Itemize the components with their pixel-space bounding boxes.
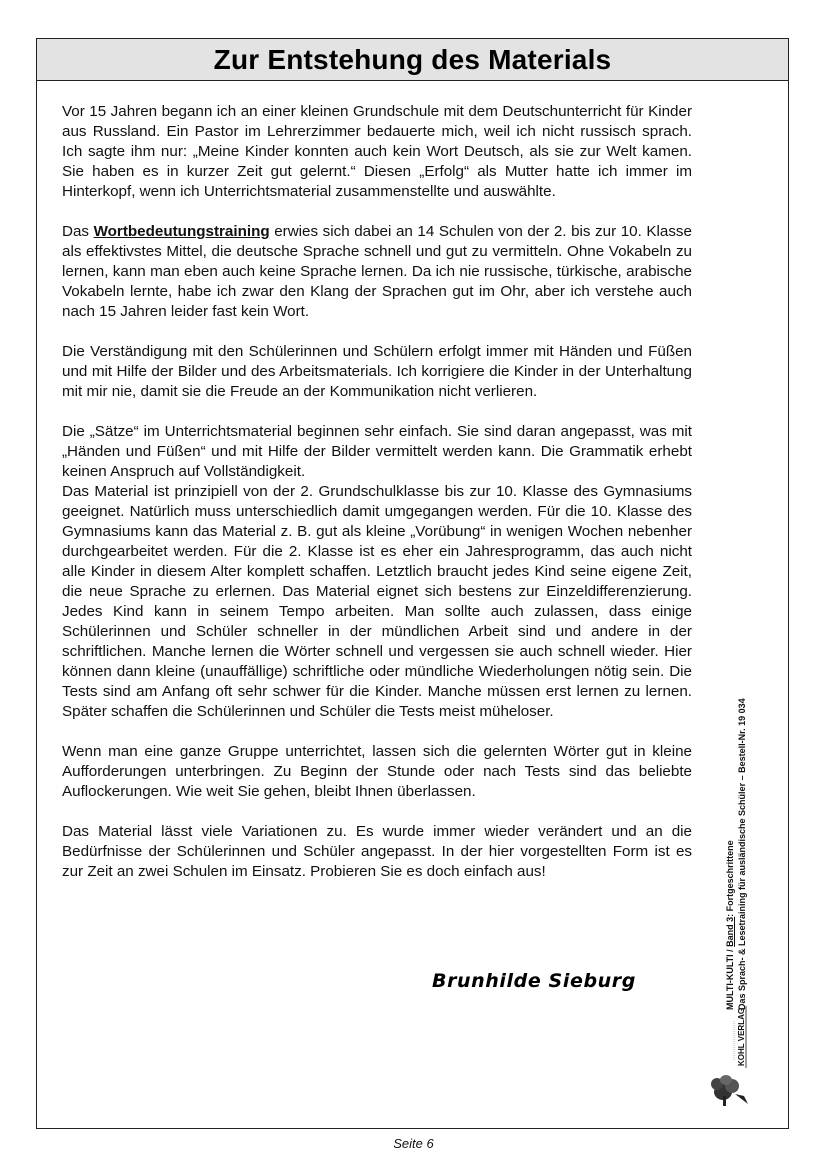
paragraph-4: Die „Sätze“ im Unterrichtsmaterial beginnen sehr einfach. Sie sind daran angepasst, was mit „Händen und Füßen“ und mit Hilfe der Bilder vermittelt werden kann. Die Grammatik erhebt keinen Anspruch auf Vollständigkeit. — [62, 423, 692, 480]
publisher-logo — [708, 1000, 754, 1110]
series-line: MULTI-KULTI / Band 3: Fortgeschrittene — [725, 840, 735, 1010]
sidebar-imprint — [700, 620, 748, 1010]
paragraph-7: Das Material lässt viele Variationen zu. Es wurde immer wieder verändert und an die Bedürfnisse der Schülerinnen und Schüler angepasst. In der hier vorgestellten Form ist es zur Zeit an zwei Schulen im Einsatz. Probieren Sie es doch einfach aus! — [62, 823, 692, 880]
publisher-name: KOHL VERLAG — [737, 1007, 746, 1066]
paragraph-2 — [62, 222, 692, 322]
product-line: Das Sprach- & Lesetraining für ausländische Schüler – Bestell-Nr. 19 034 — [737, 698, 747, 1010]
page-title: Zur Entstehung des Materials — [213, 43, 612, 75]
paragraph-1: Vor 15 Jahren begann ich an einer kleinen Grundschule mit dem Deutschunterricht für Kinder aus Russland. Ein Pastor im Lehrerzimmer bedauerte mich, weil ich nicht russisch sprach. Ich sagte ihm nur: „Meine Kinder konnten auch kein Wort Deutsch, als sie zur Welt kamen. Sie haben es in kurzer Zeit gut gelernt.“ Diesen „Erfolg“ als Mutter hatte ich immer im Hinterkopf, wenn ich Unterrichtsmaterial zusammenstellte und auswählte. — [62, 103, 692, 200]
paragraph-3: Die Verständigung mit den Schülerinnen und Schülern erfolgt immer mit Händen und Füßen und mit Hilfe der Bilder und des Arbeitsmaterials. Ich korrigiere die Kinder in der Unterhaltung mit mir nie, damit sie die Freude an der Kommunikation nicht verlieren. — [62, 343, 692, 400]
paragraph-6: Wenn man eine ganze Gruppe unterrichtet, lassen sich die gelernten Wörter gut in kleine Aufforderungen unterbringen. Zu Beginn der Stunde oder nach Tests sind das beliebte Auflockerungen. Wie weit Sie gehen, bleibt Ihnen überlassen. — [62, 743, 692, 800]
term-wortbedeutungstraining: Wortbedeutungstraining — [93, 223, 270, 240]
body-text — [62, 102, 692, 902]
tree-logo-icon — [708, 1000, 754, 1110]
paragraph-5: Das Material ist prinzipiell von der 2. Grundschulklasse bis zur 10. Klasse des Gymnasiums geeignet. Natürlich muss unterschiedlich damit umgegangen werden. Für die 10. Klasse des Gymnasiums kann das Material z. B. gut als kleine „Vorübung“ in wenigen Wochen nebenher durchgearbeitet werden. Für die 2. Klasse ist es eher ein Jahresprogramm, das auch nicht alle Kinder in diesem Alter komplett schaffen. Letztlich braucht jedes Kind seine eigene Zeit, die neue Sprache zu erlernen. Das Material eignet sich bestens zur Einzeldifferenzierung. Jedes Kind kann in seinem Tempo arbeiten. Man sollte auch zulassen, dass einige Schülerinnen und Schüler schneller in der mündlichen Arbeit sind und andere in der schriftlichen. Manche lernen die Wörter schnell und vergessen sie auch schnell wieder. Hier können dann kleine (unauffällige) schriftliche oder mündliche Wiederholungen nötig sein. Die Tests sind am Anfang oft sehr schwer für die Kinder. Manche müssen erst lernen zu lernen. Später schaffen die Schülerinnen und Schüler die Tests meist müheloser. — [62, 483, 692, 720]
paragraph-2-intro: Das — [62, 223, 90, 240]
author-signature: Brunhilde Sieburg — [432, 970, 636, 992]
title-bar — [37, 39, 788, 81]
paragraph-2-rest: erwies sich dabei an 14 Schulen von der 2. bis zur 10. Klasse als effektivstes Mittel, die deutsche Sprache schnell und gut zu vermitteln. Ohne Vokabeln zu lernen, kann man eben auch keine Sprache lernen. Da ich nie russische, türkische, arabische Vokabeln lernte, habe ich zwar den Klang der Sprachen gut im Ohr, aber ich verstehe auch nach 15 Jahren leider fast kein Wort. — [62, 223, 692, 320]
page-number: Seite 6 — [393, 1136, 434, 1151]
